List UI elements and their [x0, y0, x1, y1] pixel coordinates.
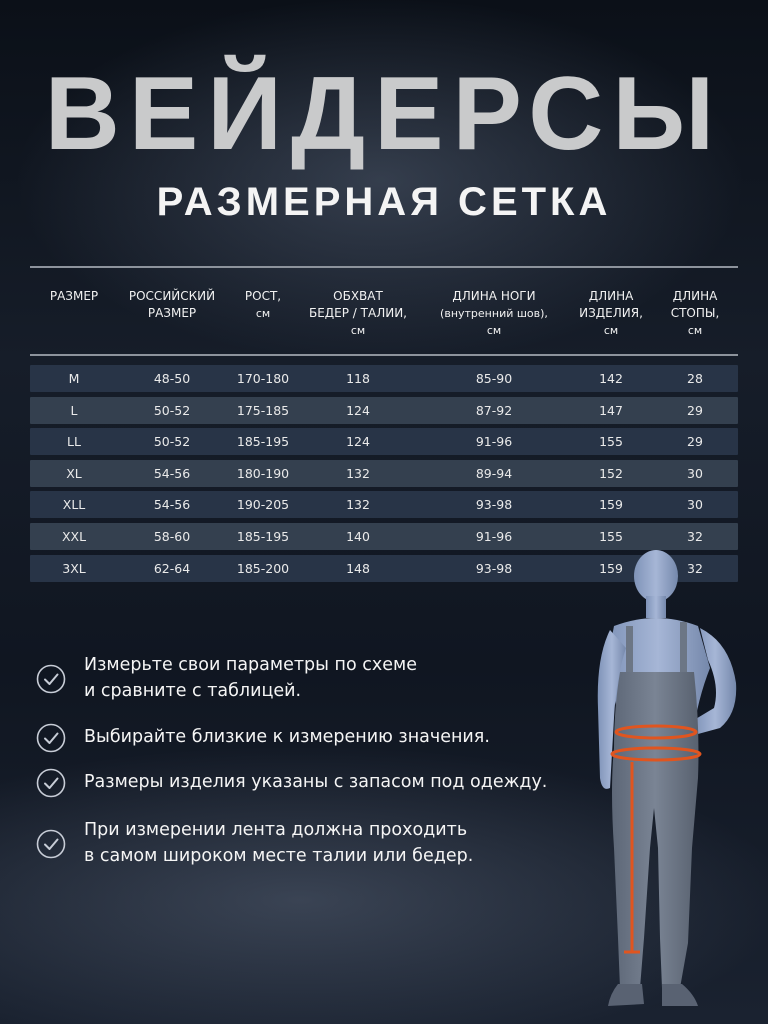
cell-leg-length: 89-94 [475, 466, 513, 481]
header-leg-length-line2: (внутренний шов), [440, 307, 548, 320]
cell-leg-length: 91-96 [475, 529, 513, 544]
header-product-length [568, 288, 654, 339]
header-height-unit: см [255, 307, 271, 320]
cell-russian-size: 50-52 [153, 403, 191, 418]
cell-hip-waist: 148 [346, 561, 370, 576]
cell-leg-length: 85-90 [475, 371, 513, 386]
cell-hip-waist: 118 [346, 371, 370, 386]
cell-foot-length: 29 [687, 434, 703, 449]
figure-head [634, 550, 678, 602]
page-title: ВЕЙДЕРСЫ [44, 56, 724, 172]
tip-text-line2: и сравните с таблицей. [84, 681, 302, 701]
tip-text-line1: Измерьте свои параметры по схеме [84, 655, 417, 675]
cell-foot-length: 28 [687, 371, 703, 386]
cell-size: L [70, 403, 78, 418]
cell-size: XL [66, 466, 82, 481]
table-row [30, 365, 738, 392]
header-product-length-line1: ДЛИНА [588, 289, 634, 303]
cell-hip-waist: 132 [346, 497, 370, 512]
cell-leg-length: 93-98 [475, 561, 513, 576]
check-circle-icon [36, 723, 66, 753]
cell-foot-length: 32 [687, 561, 703, 576]
cell-foot-length: 32 [687, 529, 703, 544]
cell-size: LL [67, 434, 81, 449]
header-hip-waist [298, 288, 418, 339]
cell-height: 170-180 [236, 371, 290, 386]
figure-boot-right [662, 984, 698, 1006]
figure-neck [646, 596, 666, 618]
header-leg-length [424, 288, 564, 339]
cell-height: 185-195 [236, 529, 290, 544]
table-row [30, 460, 738, 487]
figure-suspender-right [680, 622, 687, 676]
check-circle-icon [36, 768, 66, 798]
cell-hip-waist: 124 [346, 403, 370, 418]
cell-russian-size: 50-52 [153, 434, 191, 449]
header-height [228, 288, 298, 322]
tip-text-line1: При измерении лента должна проходить [84, 820, 468, 840]
header-foot-length-line2: СТОПЫ, [670, 306, 720, 320]
cell-russian-size: 54-56 [153, 466, 191, 481]
header-russian-size-line1: РОССИЙСКИЙ [128, 289, 216, 303]
header-product-length-unit: см [603, 324, 619, 337]
cell-russian-size: 58-60 [153, 529, 191, 544]
cell-product-length: 155 [599, 434, 623, 449]
header-foot-length [660, 288, 730, 339]
cell-hip-waist: 124 [346, 434, 370, 449]
figure-suspender-left [626, 626, 633, 676]
tip-text-line1: Выбирайте близкие к измерению значения. [84, 727, 490, 747]
cell-leg-length: 87-92 [475, 403, 513, 418]
cell-product-length: 142 [599, 371, 623, 386]
cell-russian-size: 48-50 [153, 371, 191, 386]
cell-height: 180-190 [236, 466, 290, 481]
header-height-line1: РОСТ, [244, 289, 282, 303]
check-circle-icon [36, 664, 66, 694]
cell-product-length: 152 [599, 466, 623, 481]
header-size [38, 288, 110, 305]
cell-size: XXL [61, 529, 87, 544]
cell-russian-size: 54-56 [153, 497, 191, 512]
cell-foot-length: 30 [687, 497, 703, 512]
tip-text-line1: Размеры изделия указаны с запасом под одежду. [84, 772, 548, 792]
cell-height: 190-205 [236, 497, 290, 512]
header-leg-length-unit: см [486, 324, 502, 337]
cell-product-length: 159 [599, 561, 623, 576]
cell-foot-length: 29 [687, 403, 703, 418]
cell-height: 175-185 [236, 403, 290, 418]
header-hip-waist-unit: см [350, 324, 366, 337]
table-row [30, 491, 738, 518]
cell-product-length: 147 [599, 403, 623, 418]
cell-product-length: 159 [599, 497, 623, 512]
cell-size: 3XL [62, 561, 86, 576]
check-circle-icon [36, 829, 66, 859]
table-header-divider [30, 354, 738, 356]
header-product-length-line2: ИЗДЕЛИЯ, [579, 306, 643, 320]
cell-leg-length: 93-98 [475, 497, 513, 512]
figure-boot-left [608, 984, 644, 1006]
table-top-divider [30, 266, 738, 268]
table-row [30, 397, 738, 424]
header-size-line1: РАЗМЕР [49, 289, 99, 303]
table-row [30, 523, 738, 550]
header-leg-length-line1: ДЛИНА НОГИ [452, 289, 536, 303]
cell-foot-length: 30 [687, 466, 703, 481]
header-foot-length-unit: см [687, 324, 703, 337]
cell-product-length: 155 [599, 529, 623, 544]
tip-text-line2: в самом широком месте талии или бедер. [84, 846, 474, 866]
cell-russian-size: 62-64 [153, 561, 191, 576]
header-foot-length-line1: ДЛИНА [672, 289, 718, 303]
header-hip-waist-line2: БЕДЕР / ТАЛИИ, [308, 306, 407, 320]
page-subtitle: РАЗМЕРНАЯ СЕТКА [156, 180, 612, 224]
cell-height: 185-200 [236, 561, 290, 576]
table-row [30, 428, 738, 455]
figure-wader [612, 672, 699, 988]
header-russian-size-line2: РАЗМЕР [147, 306, 197, 320]
header-russian-size [112, 288, 232, 322]
cell-height: 185-195 [236, 434, 290, 449]
cell-hip-waist: 132 [346, 466, 370, 481]
header-hip-waist-line1: ОБХВАТ [333, 289, 383, 303]
cell-hip-waist: 140 [346, 529, 370, 544]
cell-size: M [68, 371, 80, 386]
cell-leg-length: 91-96 [475, 434, 513, 449]
mannequin-figure [570, 548, 760, 1018]
cell-size: XLL [62, 497, 86, 512]
